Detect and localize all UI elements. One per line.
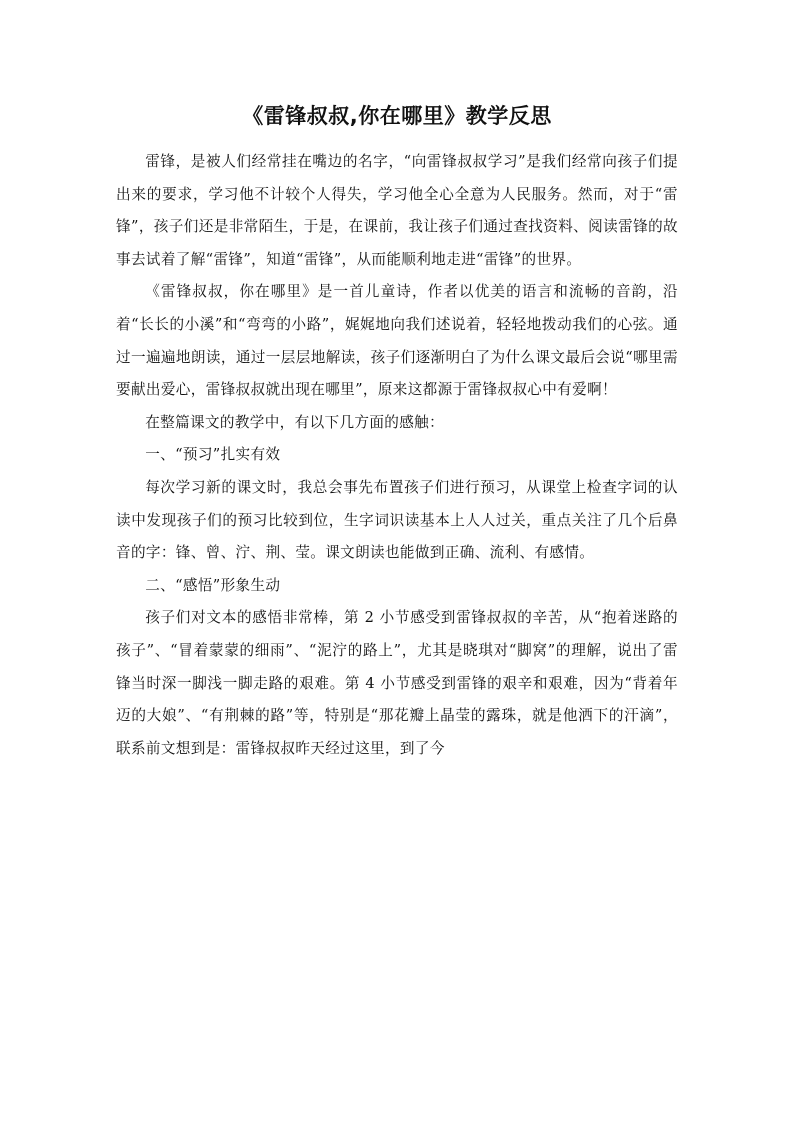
paragraph-preview: 每次学习新的课文时，我总会事先布置孩子们进行预习，从课堂上检查字词的认读中发现孩子们的预习比较到位，生字词识读基本上人人过关，重点关注了几个后鼻音的字：锋、曾、泞、荆、莹。课文朗读也能做到正确、流利、有感情。 <box>116 478 678 562</box>
paragraph-poem-summary: 《雷锋叔叔，你在哪里》是一首儿童诗，作者以优美的语言和流畅的音韵，沿着“长长的小溪”和“弯弯的小路”，娓娓地向我们述说着，轻轻地拨动我们的心弦。通过一遍遍地朗读，通过一层层地解读，孩子们逐渐明白了为什么课文最后会说“哪里需要献出爱心，雷锋叔叔就出现在哪里”，原来这都源于雷锋叔叔心中有爱啊！ <box>116 283 678 399</box>
document-title: 《雷锋叔叔,你在哪里》教学反思 <box>242 104 552 128</box>
section-heading-preview: 一、“预习”扎实有效 <box>145 446 281 464</box>
paragraph-understanding: 孩子们对文本的感悟非常棒，第 2 小节感受到雷锋叔叔的辛苦，从“抱着迷路的孩子”、“冒着蒙蒙的细雨”、“泥泞的路上”，尤其是晓琪对“脚窝”的理解，说出了雷锋当时深一脚浅一脚走路的艰难。第 4 小节感受到雷锋的艰辛和艰难，因为“背着年迈的大娘”、“有荆棘的路”等，特别是“那花瓣上晶莹的露珠，就是他洒下的汗滴”，联系前文想到是：雷锋叔叔昨天经过这里，到了今 <box>116 609 678 757</box>
paragraph-reflection-lead: 在整篇课文的教学中，有以下几方面的感触： <box>145 413 445 431</box>
section-heading-understanding: 二、“感悟”形象生动 <box>145 576 281 594</box>
document-body <box>116 146 678 765</box>
paragraph-intro: 雷锋，是被人们经常挂在嘴边的名字，“向雷锋叔叔学习”是我们经常向孩子们提出来的要求，学习他不计较个人得失，学习他全心全意为人民服务。然而，对于“雷锋”，孩子们还是非常陌生，于是，在课前，我让孩子们通过查找资料、阅读雷锋的故事去试着了解“雷锋”，知道“雷锋”，从而能顺利地走进“雷锋”的世界。 <box>116 153 678 268</box>
